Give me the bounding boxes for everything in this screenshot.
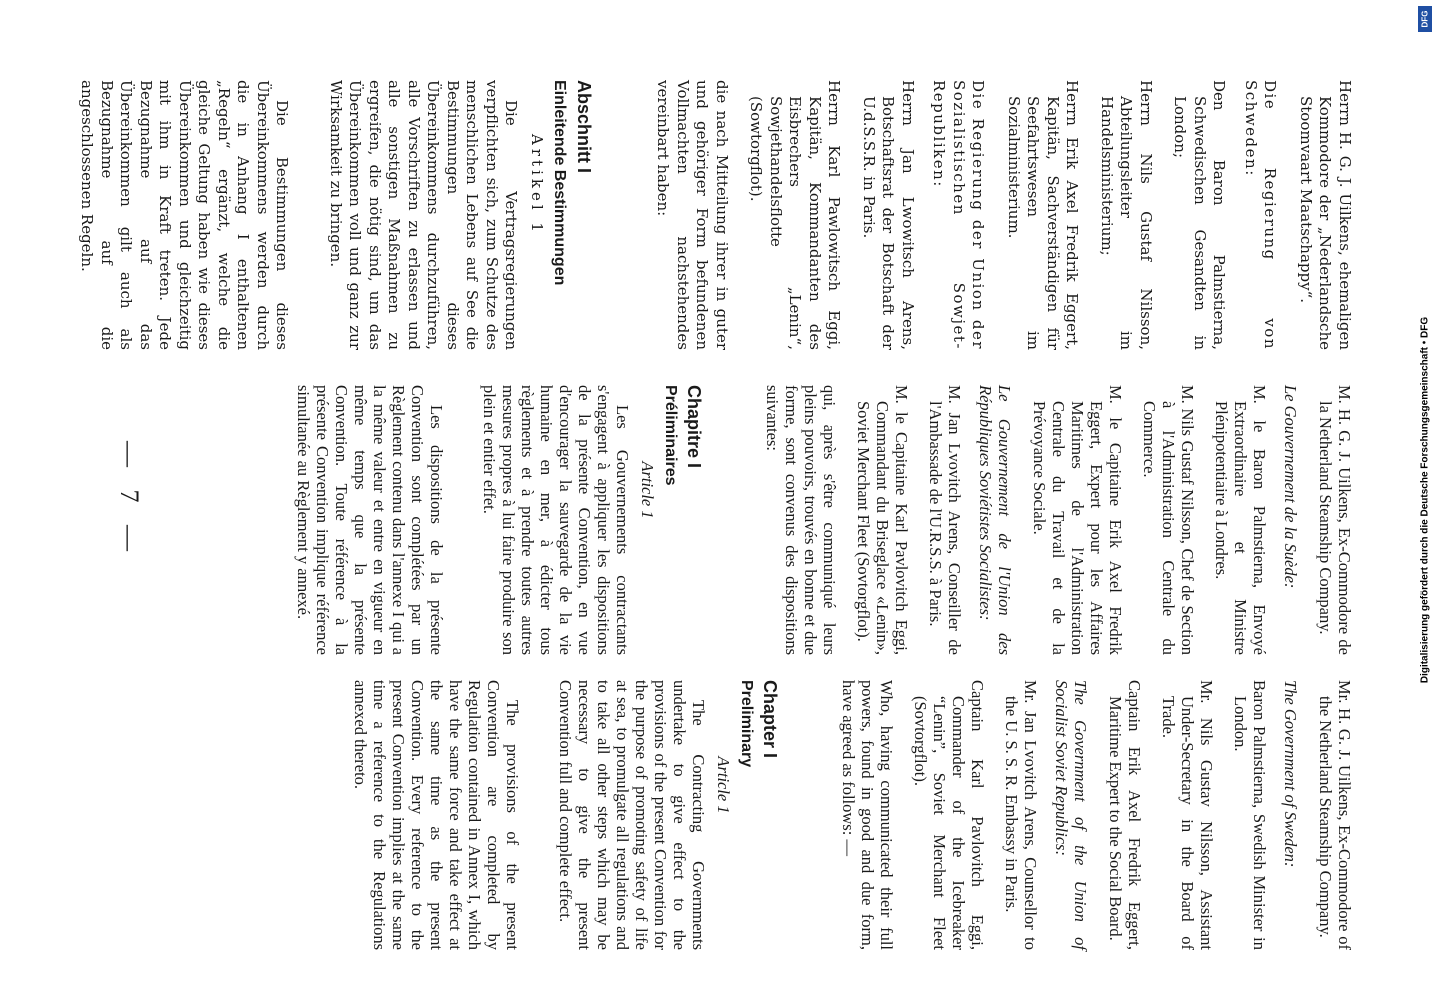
- french-ussr-delegate-1: M. Jan Lvovitch Arens, Conseiller de l'Ambassade de l'U.R.S.S. à Paris.: [926, 385, 964, 655]
- french-column: [260, 385, 1354, 655]
- english-sweden-delegate-2: Mr. Nils Gustav Nilsson, Assistant Under-Secretary in the Board of Trade.: [1159, 680, 1216, 950]
- english-sweden-heading: The Government of Sweden:: [1281, 680, 1300, 868]
- french-article-paragraph-2: Les dispositions de la présente Convention sont complétées par un Règlement contenu dans l'annexe I qui a la même valeur et entre en vigueur en même temps que la présente Convention. Toute référence à la présente Convention implique référence simultanée au Règlement y annexé.: [294, 385, 446, 655]
- french-chapter-title: Préliminaires: [662, 385, 679, 486]
- english-sweden-delegate-3: Captain Erik Axel Fredrik Eggert, Maritime Expert to the Social Board.: [1106, 680, 1144, 950]
- digitization-note-text: Digitalisierung gefördert durch die Deutsche Forschungsgemeinschaft • DFG: [1419, 316, 1431, 684]
- german-article-heading: Artikel 1: [528, 134, 546, 236]
- english-chapter-title: Preliminary: [738, 680, 755, 768]
- french-ussr-heading: Le Gouvernement de l'Union des Républiques Soviétistes Socialistes:: [976, 385, 1014, 655]
- digitization-note: [1418, 10, 1432, 990]
- german-sweden-delegate-2: Herrn Nils Gustaf Nilsson, Abteilungsleiter im Handelsministerium;: [1098, 80, 1155, 350]
- english-chapter-heading: Chapter I: [760, 680, 780, 759]
- english-intro: Mr. H. G. J. Uilkens, Ex-Commodore of the Netherland Steamship Company.: [1316, 680, 1354, 950]
- french-article-paragraph-1: Les Gouvernements contractants s'engagent à appliquer les dispositions de la présente Convention, en vue d'encourager la sauvegarde de la vie humaine en mer, à édicter tous règlements et à prendre toutes autres mesures propres à lui faire produire son plein et entier effet.: [480, 385, 632, 655]
- german-chapter-title: Einleitende Bestimmungen: [551, 80, 569, 286]
- french-closing: qui, après s'être communiqué leurs pleins pouvoirs, trouvés en bonne et due forme, sont convenus des dispositions suivantes:: [763, 385, 839, 655]
- german-ussr-delegate-1: Herrn Jan Lwowitsch Arens, Botschaftsrat der Botschaft der U.d.S.S.R. in Paris.: [860, 80, 917, 350]
- german-article-paragraph-2: Die Bestimmungen dieses Übereinkommens werden durch die in Anhang I enthaltenen „Regeln“ ergänzt, welche die gleiche Geltung haben wie dieses Übereinkommen und gleichzeitig mit ihm in Kraft treten. Jede Bezugnahme auf das Übereinkommen gilt auch als Bezugnahme auf die angeschlossenen Regeln.: [78, 80, 292, 350]
- english-ussr-delegate-2: Captain Karl Pavlovitch Eggi, Commander of the Icebreaker “Lenin”, Soviet Merchant Fleet (Sovtorgflot).: [911, 680, 987, 950]
- english-sweden-delegate-1: Baron Palmstierna, Swedish Minister in London.: [1231, 680, 1269, 950]
- english-article-heading: Article 1: [714, 756, 733, 814]
- french-intro: M. H. G. J. Uilkens, Ex-Commodore de la Netherland Steamship Company.: [1316, 385, 1354, 655]
- english-ussr-heading: The Government of the Union of Socialist Soviet Republics:: [1052, 680, 1090, 950]
- french-sweden-heading: Le Gouvernement de la Suède:: [1281, 385, 1300, 589]
- german-chapter-heading: Abschnitt I: [574, 80, 594, 173]
- german-ussr-delegate-2: Herrn Karl Pawlowitsch Eggi, Kapitän, Kommandanten des Eisbrechers „Lenin“, Sowjethandelsflotte (Sowtorgflot).: [747, 80, 844, 350]
- french-article-heading: Article 1: [638, 461, 657, 519]
- german-column: [43, 80, 1354, 350]
- french-sweden-delegate-1: M. le Baron Palmstierna, Envoyé Extraordinaire et Ministre Plénipotentiaire à Londres.: [1212, 385, 1269, 655]
- english-article-paragraph-1: The Contracting Governments undertake to give effect to the provisions of the present Convention for the purpose of promoting safety of life at sea, to promulgate all regulations and to take all other steps which may be necessary to give the present Convention full and complete effect.: [556, 680, 708, 950]
- german-article-paragraph-1: Die Vertragsregierungen verpflichten sich, zum Schutze des menschlichen Lebens auf See die Bestimmungen dieses Übereinkommens durchzuführen, alle Vorschriften zu erlassen und alle sonstigen Maßnahmen zu ergreifen, die nötig sind, um das Übereinkommen voll und ganz zur Wirksamkeit zu bringen.: [327, 80, 521, 350]
- french-ussr-delegate-2: M. le Capitaine Karl Pavlovitch Eggi, Commandant du Briseglace «Lenin», Soviet Merchant Fleet (Sovtorgflot).: [854, 385, 911, 655]
- german-intro: Herrn H. G. J. Uilkens, ehemaligen Kommodore der „Nederlandsche Stoomvaart Maatschappy“.: [1297, 80, 1354, 350]
- german-sweden-delegate-1: Den Baron Palmstierna, Schwedischen Gesandten in London;: [1171, 80, 1229, 350]
- french-sweden-delegate-2: M. Nils Gustaf Nilsson, Chef de Section à l'Administration Centrale du Commerce.: [1140, 385, 1197, 655]
- dfg-logo: [1418, 6, 1432, 32]
- german-closing: die nach Mitteilung ihrer in guter und gehöriger Form befundenen Vollmachten nachstehendes vereinbart haben:: [654, 80, 731, 350]
- english-closing: Who, having communicated their full powers, found in good and due form, have agreed as follows: —: [839, 680, 896, 950]
- english-article-paragraph-2: The provisions of the present Convention are completed by Regulation contained in Annex I, which have the same force and take effect at the same time as the present Convention. Every reference to the present Convention implies at the same time a reference to the Regulations annexed thereto.: [351, 680, 522, 950]
- german-sweden-delegate-3: Herrn Erik Axel Fredrik Eggert, Kapitän, Sachverständigen für Seefahrtswesen im Sozialministerium.: [1005, 80, 1082, 350]
- german-ussr-heading: Die Regierung der Union der Sozialistischen Sowjet-Republiken:: [930, 80, 988, 350]
- german-sweden-heading: Die Regierung von Schweden:: [1242, 80, 1280, 350]
- english-column: [317, 680, 1354, 950]
- page-number: — 7 —: [115, 441, 144, 559]
- english-ussr-delegate-1: Mr. Jan Lvovitch Arens, Counsellor to the U. S. S. R. Embassy in Paris.: [1002, 680, 1040, 950]
- french-chapter-heading: Chapitre I: [684, 385, 704, 469]
- french-sweden-delegate-3: M. le Capitaine Erik Axel Fredrik Eggert, Expert pour les Affaires Maritimes de l'Administration Centrale du Travail et de la Prévoyance Sociale.: [1030, 385, 1125, 655]
- dfg-logo-text: DFG: [1420, 10, 1430, 28]
